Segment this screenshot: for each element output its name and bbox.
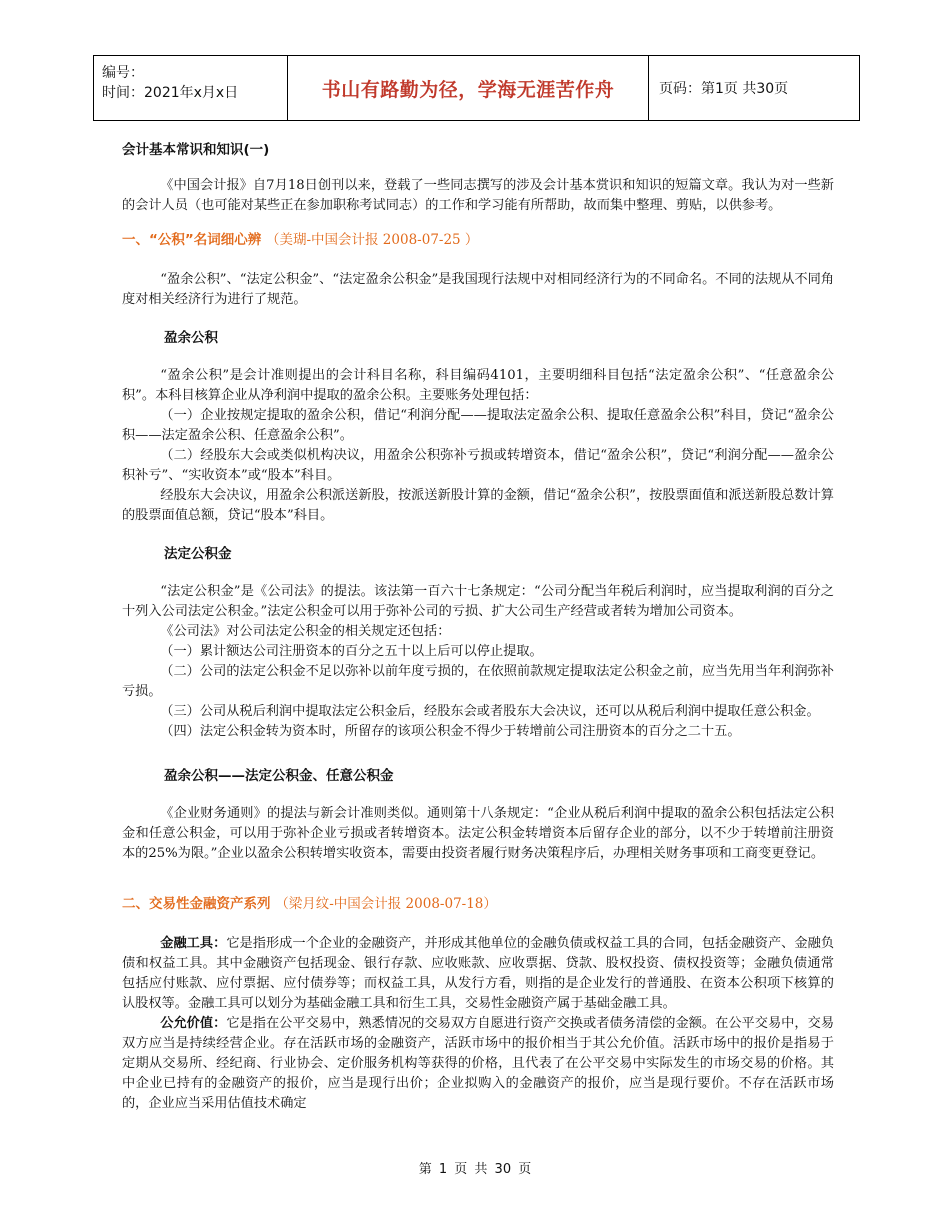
paragraph: （三）公司从税后利润中提取法定公积金后，经股东会或者股东大会决议，还可以从税后利润中提取任意公积金。 bbox=[160, 704, 820, 719]
paragraph: （一）累计额达公司注册资本的百分之五十以上后可以停止提取。 bbox=[160, 644, 543, 659]
paragraph: 《企业财务通则》的提法与新会计准则类似。通则第十八条规定：“企业从税后利润中提取的盈余公积包括法定公积金和任意公积金，可以用于弥补企业亏损或者转增资本。法定公积金转增资本后留存企业的部分，以不少于转增前注册资本的25%为限。”企业以盈余公积转增实收资本，需要由投资者履行财务决策程序后，办理相关财务事项和工商变更登记。 bbox=[122, 806, 834, 861]
header-page-info: 页码：第1页 共30页 bbox=[659, 81, 789, 97]
header-motto-cell bbox=[287, 55, 649, 121]
subheading-surplus-reserve: 盈余公积 bbox=[164, 330, 218, 346]
document-body bbox=[122, 140, 834, 1114]
term-financial-instrument: 金融工具： bbox=[160, 936, 227, 951]
paragraph: （二）经股东大会或类似机构决议，用盈余公积弥补亏损或转增资本，借记“盈余公积”，贷记“利润分配——盈余公积补亏”、“实收资本”或“股本”科目。 bbox=[122, 448, 834, 483]
page-footer: 第 1 页 共 30 页 bbox=[418, 1162, 532, 1177]
subheading-statutory-reserve: 法定公积金 bbox=[164, 546, 232, 562]
time-label: 时间：2021年x月x日 bbox=[102, 85, 239, 101]
section-1-paragraph: “盈余公积”、“法定公积金”、“法定盈余公积金”是我国现行法规中对相同经济行为的不同命名。不同的法规从不同角度对相关经济行为进行了规范。 bbox=[122, 272, 834, 307]
document-title: 会计基本常识和知识(一) bbox=[122, 142, 270, 158]
intro-paragraph: 《中国会计报》自7月18日创刊以来，登载了一些同志撰写的涉及会计基本赏识和知识的短篇文章。我认为对一些新的会计人员（也可能对某些正在参加职称考试同志）的工作和学习能有所帮助，故而集中整理、剪贴，以供参考。 bbox=[122, 178, 834, 213]
term-fair-value: 公允价值： bbox=[160, 1016, 227, 1031]
section-2-title: 二、交易性金融资产系列 bbox=[122, 896, 271, 912]
section-2-heading bbox=[122, 894, 834, 914]
header-left-cell bbox=[93, 55, 287, 121]
paragraph-financial-instrument bbox=[122, 934, 834, 1014]
subheading-surplus-statutory: 盈余公积——法定公积金、任意公积金 bbox=[164, 768, 394, 784]
header-page-cell bbox=[649, 55, 860, 121]
page-header bbox=[93, 55, 860, 121]
paragraph: 《公司法》对公司法定公积金的相关规定还包括： bbox=[160, 624, 451, 639]
section-1-meta: （美瑚-中国会计报 2008-07-25 ） bbox=[265, 232, 479, 248]
term-definition: 它是指在公平交易中，熟悉情况的交易双方自愿进行资产交换或者债务清偿的金额。在公平交易中，交易双方应当是持续经营企业。存在活跃市场的金融资产，活跃市场中的报价相当于其公允价值。活跃市场中的报价是指易于定期从交易所、经纪商、行业协会、定价服务机构等获得的价格，且代表了在公平交易中实际发生的市场交易的价格。其中企业已持有的金融资产的报价，应当是现行出价；企业拟购入的金融资产的报价，应当是现行要价。不存在活跃市场的，企业应当采用估值技术确定 bbox=[122, 1016, 835, 1111]
paragraph: （四）法定公积金转为资本时，所留存的该项公积金不得少于转增前公司注册资本的百分之二十五。 bbox=[160, 724, 741, 739]
term-definition: 它是指形成一个企业的金融资产，并形成其他单位的金融负债或权益工具的合同，包括金融资产、金融负债和权益工具。其中金融资产包括现金、银行存款、应收账款、应收票据、贷款、股权投资、债权投资等；金融负债通常包括应付账款、应付票据、应付债券等；而权益工具，从发行方看，则指的是企业发行的普通股、在资本公积项下核算的认股权等。金融工具可以划分为基础金融工具和衍生工具，交易性金融资产属于基础金融工具。 bbox=[122, 936, 835, 1011]
section-2-meta: （梁月纹-中国会计报 2008-07-18） bbox=[275, 896, 497, 912]
paragraph-fair-value bbox=[122, 1014, 834, 1114]
paragraph: “盈余公积”是会计准则提出的会计科目名称，科目编码4101，主要明细科目包括“法定盈余公积”、“任意盈余公积”。本科目核算企业从净利润中提取的盈余公积。主要账务处理包括： bbox=[122, 368, 834, 403]
paragraph: （一）企业按规定提取的盈余公积，借记“利润分配——提取法定盈余公积、提取任意盈余公积”科目，贷记“盈余公积——法定盈余公积、任意盈余公积”。 bbox=[122, 408, 834, 443]
paragraph: 经股东大会决议，用盈余公积派送新股，按派送新股计算的金额，借记“盈余公积”，按股票面值和派送新股总数计算的股票面值总额，贷记“股本”科目。 bbox=[122, 488, 834, 523]
section-1-heading bbox=[122, 230, 834, 250]
paragraph: （二）公司的法定公积金不足以弥补以前年度亏损的，在依照前款规定提取法定公积金之前，应当先用当年利润弥补亏损。 bbox=[122, 664, 834, 699]
number-label: 编号： bbox=[102, 65, 144, 81]
paragraph: “法定公积金”是《公司法》的提法。该法第一百六十七条规定：“公司分配当年税后利润时，应当提取利润的百分之十列入公司法定公积金。”法定公积金可以用于弥补公司的亏损、扩大公司生产经营或者转为增加公司资本。 bbox=[122, 584, 834, 619]
header-motto: 书山有路勤为径，学海无涯苦作舟 bbox=[321, 78, 615, 101]
section-1-title: 一、“公积”名词细心辨 bbox=[122, 232, 262, 248]
